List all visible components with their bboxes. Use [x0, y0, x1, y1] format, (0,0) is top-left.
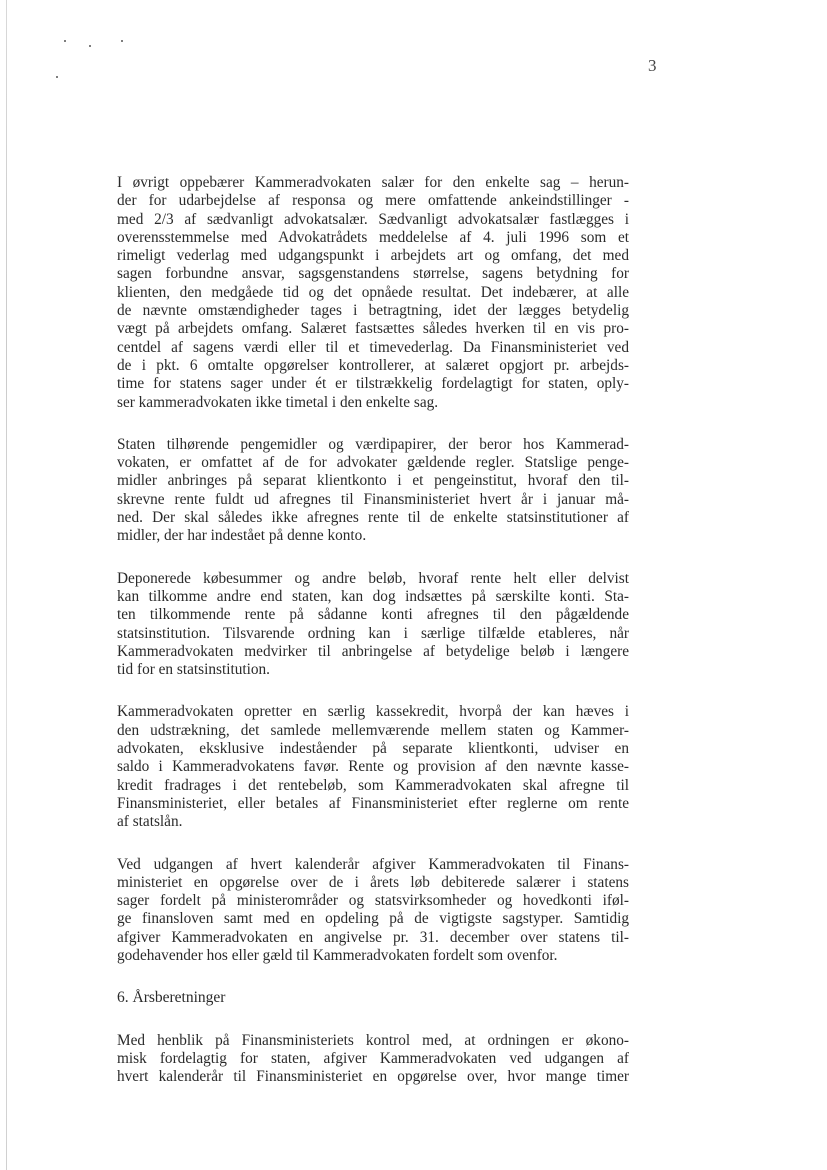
text-line: med 2/3 af sædvanligt advokatsalær. Sædvanligt advokatsalær fastlægges i: [117, 210, 629, 228]
scan-speck: [56, 76, 58, 78]
text-line: time for statens sager under ét er tilstrækkelig fordelagtigt for staten, oply-: [117, 375, 629, 393]
text-line: Staten tilhørende pengemidler og værdipapirer, der beror hos Kammerad-: [117, 435, 629, 453]
text-line: centdel af sagens værdi eller til et timevederlag. Da Finansministeriet ved: [117, 338, 629, 356]
text-line: den udstrækning, det samlede mellemværende mellem staten og Kammer-: [117, 721, 629, 739]
text-line: sagen forbundne ansvar, sagsgenstandens størrelse, sagens betydning for: [117, 265, 629, 283]
paragraph-funds: [117, 436, 629, 546]
text-line: ge finansloven samt med en opdeling på de vigtigste sagstyper. Samtidig: [117, 910, 629, 928]
text-line: kan tilkomme andre end staten, kan dog indsættes på særskilte konti. Sta-: [117, 587, 629, 605]
text-line: ten tilkommende rente på sådanne konti afregnes til den pågældende: [117, 606, 629, 624]
text-line: saldo i Kammeradvokatens favør. Rente og provision af den nævnte kasse-: [117, 758, 629, 776]
text-line: de i pkt. 6 omtalte opgørelser kontrollerer, at salæret opgjort pr. arbejds-: [117, 356, 629, 374]
text-line: midler, der har indestået på denne konto.: [117, 527, 367, 545]
text-line: der for udarbejdelse af responsa og mere omfattende ankeindstillinger -: [117, 192, 629, 210]
paragraph-year-end: [117, 856, 629, 966]
paragraph-salary: [117, 174, 629, 412]
scan-speck: [121, 40, 123, 42]
paragraph-deposits: [117, 570, 629, 680]
text-line: Kammeradvokaten medvirker til anbringelse af betydelige beløb i længere: [117, 642, 629, 660]
page-number: 3: [648, 56, 657, 75]
text-line: skrevne rente fuldt ud afregnes til Finansministeriet hvert år i januar må-: [117, 490, 629, 508]
text-line: Med henblik på Finansministeriets kontrol med, at ordningen er økono-: [117, 1031, 629, 1049]
text-line: Ved udgangen af hvert kalenderår afgiver Kammeradvokaten til Finans-: [117, 855, 629, 873]
scan-speck: [64, 40, 66, 42]
text-line: ser kammeradvokaten ikke timetal i den enkelte sag.: [117, 393, 439, 411]
text-line: advokaten, eksklusive indeståender på separate klientkonti, udviser en: [117, 740, 629, 758]
text-line: Finansministeriet, eller betales af Finansministeriet efter reglerne om rente: [117, 794, 629, 812]
scan-speck: [89, 45, 91, 47]
text-line: sager fordelt på ministerområder og statsvirksomheder og hovedkonti iføl-: [117, 892, 629, 910]
text-line: af statslån.: [117, 813, 183, 831]
scan-edge-line: [6, 0, 7, 1170]
text-line: afgiver Kammeradvokaten en angivelse pr. 31. december over statens til-: [117, 928, 629, 946]
text-line: misk fordelagtig for staten, afgiver Kammeradvokaten ved udgangen af: [117, 1049, 629, 1067]
text-line: I øvrigt oppebærer Kammeradvokaten salær for den enkelte sag – herun-: [117, 174, 629, 191]
paragraph-credit: [117, 703, 629, 831]
text-line: tid for en statsinstitution.: [117, 661, 270, 679]
text-line: ministeriet en opgørelse over de i årets løb debiterede salærer i statens: [117, 873, 629, 891]
text-line: klienten, den medgåede tid og det opnåede resultat. Det indebærer, at alle: [117, 283, 629, 301]
text-line: hvert kalenderår til Finansministeriet en opgørelse over, hvor mange timer: [117, 1068, 629, 1086]
text-line: ned. Der skal således ikke afregnes rente til de enkelte statsinstitutioner af: [117, 509, 629, 527]
document-body: [117, 174, 629, 1110]
text-line: Kammeradvokaten opretter en særlig kassekredit, hvorpå der kan hæves i: [117, 703, 629, 721]
text-line: statsinstitution. Tilsvarende ordning kan i særlige tilfælde etableres, når: [117, 624, 629, 642]
text-line: de nævnte omstændigheder tages i betragtning, idet der lægges betydelig: [117, 302, 629, 320]
text-line: kredit fradrages i det rentebeløb, som Kammeradvokaten skal afregne til: [117, 776, 629, 794]
text-line: godehavender hos eller gæld til Kammeradvokaten fordelt som ovenfor.: [117, 946, 558, 964]
section-heading: 6. Årsberetninger: [117, 989, 226, 1007]
text-line: rimeligt vederlag med udgangspunkt i arbejdets art og omfang, det med: [117, 247, 629, 265]
text-line: midler anbringes på separat klientkonto i et pengeinstitut, hvoraf den til-: [117, 472, 629, 490]
text-line: Deponerede købesummer og andre beløb, hvoraf rente helt eller delvist: [117, 569, 629, 587]
text-line: overensstemmelse med Advokatrådets meddelelse af 4. juli 1996 som et: [117, 228, 629, 246]
text-line: vægt på arbejdets omfang. Salæret fastsættes således hverken til en vis pro-: [117, 320, 629, 338]
text-line: vokaten, er omfattet af de for advokater gældende regler. Statslige penge-: [117, 454, 629, 472]
paragraph-annual-report: [117, 1032, 629, 1087]
